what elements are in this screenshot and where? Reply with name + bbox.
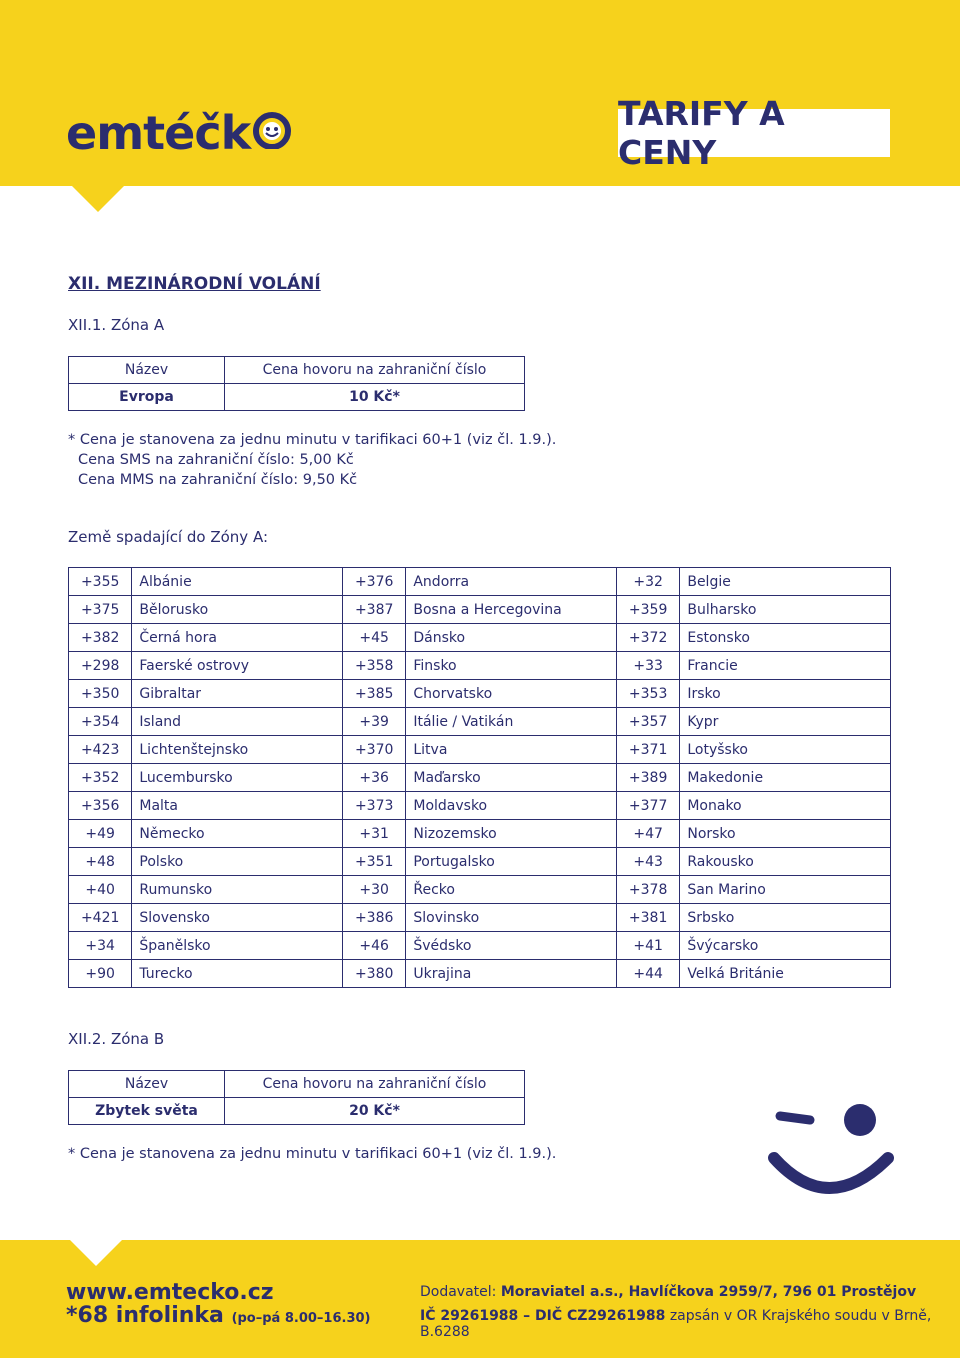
country-code: +373 [342,792,405,820]
country-code: +47 [616,820,679,848]
country-row [69,876,891,904]
country-name: Albánie [132,568,343,596]
country-name: Norsko [680,820,891,848]
title-box [618,94,890,172]
country-row [69,764,891,792]
country-name: Slovensko [132,904,343,932]
country-code: +354 [69,708,132,736]
country-name: Rakousko [680,848,891,876]
country-code: +39 [342,708,405,736]
zone-a-name: Evropa [69,384,225,411]
country-code: +370 [342,736,405,764]
footer-notch [70,1240,122,1266]
country-name: Nizozemsko [406,820,617,848]
logo-text: emtéčk [66,106,251,160]
country-name: Gibraltar [132,680,343,708]
country-code: +298 [69,652,132,680]
country-name: Chorvatsko [406,680,617,708]
country-code: +41 [616,932,679,960]
country-row [69,792,891,820]
note-tarification: * Cena je stanovena za jednu minutu v tarifikaci 60+1 (viz čl. 1.9.). [68,432,557,448]
country-row [69,568,891,596]
website-link[interactable]: www.emtecko.cz [66,1280,274,1305]
country-name: Finsko [406,652,617,680]
country-name: Rumunsko [132,876,343,904]
country-code: +44 [616,960,679,988]
country-name: Řecko [406,876,617,904]
country-name: Švédsko [406,932,617,960]
country-code: +386 [342,904,405,932]
country-name: Srbsko [680,904,891,932]
country-name: Ukrajina [406,960,617,988]
zone-a-price-table [68,356,525,411]
country-code: +371 [616,736,679,764]
country-name: Faerské ostrovy [132,652,343,680]
country-name: Lucembursko [132,764,343,792]
col-price-header: Cena hovoru na zahraniční číslo [225,357,525,384]
country-row [69,624,891,652]
country-code: +375 [69,596,132,624]
zone-a-notes [68,430,556,490]
country-code: +376 [342,568,405,596]
country-name: Polsko [132,848,343,876]
country-code: +49 [69,820,132,848]
country-code: +380 [342,960,405,988]
country-code: +372 [616,624,679,652]
country-name: Slovinsko [406,904,617,932]
country-row [69,848,891,876]
country-code: +43 [616,848,679,876]
zone-b-heading: XII.2. Zóna B [68,1030,165,1048]
country-code: +353 [616,680,679,708]
header-notch [72,186,124,212]
country-name: Lotyšsko [680,736,891,764]
country-name: Belgie [680,568,891,596]
zone-a-heading: XII.1. Zóna A [68,316,165,334]
country-row [69,596,891,624]
country-name: Španělsko [132,932,343,960]
country-code: +382 [69,624,132,652]
supplier-name: Moraviatel a.s., Havlíčkova 2959/7, 796 01 Prostějov [500,1284,917,1300]
country-code: +389 [616,764,679,792]
country-row [69,960,891,988]
country-code: +352 [69,764,132,792]
country-code: +377 [616,792,679,820]
col-name-header: Název [69,1071,225,1098]
countries-table [68,567,891,988]
country-code: +32 [616,568,679,596]
country-name: Monako [680,792,891,820]
country-row [69,708,891,736]
country-name: Itálie / Vatikán [406,708,617,736]
country-name: Francie [680,652,891,680]
country-code: +385 [342,680,405,708]
country-row [69,904,891,932]
country-code: +30 [342,876,405,904]
countries-heading: Země spadající do Zóny A: [68,528,268,546]
country-row [69,736,891,764]
country-code: +350 [69,680,132,708]
country-code: +357 [616,708,679,736]
country-code: +381 [616,904,679,932]
country-name: Lichtenštejnsko [132,736,343,764]
col-name-header: Název [69,357,225,384]
country-code: +34 [69,932,132,960]
infoline [66,1303,370,1328]
country-code: +46 [342,932,405,960]
country-code: +36 [342,764,405,792]
country-code: +378 [616,876,679,904]
zone-b-price-table [68,1070,525,1125]
smiley-face-icon [252,106,292,160]
country-name: Dánsko [406,624,617,652]
country-code: +45 [342,624,405,652]
country-name: Turecko [132,960,343,988]
country-name: Irsko [680,680,891,708]
country-row [69,680,891,708]
country-code: +31 [342,820,405,848]
country-code: +358 [342,652,405,680]
supplier-line [420,1284,916,1300]
country-name: Švýcarsko [680,932,891,960]
country-name: Bosna a Hercegovina [406,596,617,624]
emtecko-logo [66,106,292,160]
country-code: +423 [69,736,132,764]
country-name: Kypr [680,708,891,736]
country-code: +355 [69,568,132,596]
country-name: Andorra [406,568,617,596]
country-code: +421 [69,904,132,932]
country-name: Litva [406,736,617,764]
country-name: Portugalsko [406,848,617,876]
country-row [69,820,891,848]
country-name: Estonsko [680,624,891,652]
country-code: +351 [342,848,405,876]
country-row [69,652,891,680]
zone-b-name: Zbytek světa [69,1098,225,1125]
country-code: +40 [69,876,132,904]
country-code: +359 [616,596,679,624]
registry-line [420,1308,960,1340]
registry-text: zapsán v OR Krajského soudu v Brně, B.6288 [420,1308,932,1340]
zone-b-note: * Cena je stanovena za jednu minutu v tarifikaci 60+1 (viz čl. 1.9.). [68,1146,557,1162]
country-name: Bělorusko [132,596,343,624]
country-name: Maďarsko [406,764,617,792]
country-name: Německo [132,820,343,848]
company-ids: IČ 29261988 – DIČ CZ29261988 [420,1308,666,1324]
zone-b-price: 20 Kč* [225,1098,525,1125]
country-name: Island [132,708,343,736]
country-name: San Marino [680,876,891,904]
infoline-number: *68 infolinka [66,1303,224,1328]
country-row [69,932,891,960]
note-sms: Cena SMS na zahraniční číslo: 5,00 Kč [78,452,354,468]
country-code: +48 [69,848,132,876]
country-name: Makedonie [680,764,891,792]
page-title: TARIFY A CENY [618,94,785,172]
country-code: +90 [69,960,132,988]
note-mms: Cena MMS na zahraniční číslo: 9,50 Kč [78,472,358,488]
zone-a-price: 10 Kč* [225,384,525,411]
country-name: Velká Británie [680,960,891,988]
country-name: Černá hora [132,624,343,652]
infoline-hours: (po–pá 8.00–16.30) [231,1311,371,1326]
supplier-label: Dodavatel: [420,1284,497,1300]
col-price-header: Cena hovoru na zahraniční číslo [225,1071,525,1098]
country-name: Moldavsko [406,792,617,820]
country-code: +387 [342,596,405,624]
country-code: +356 [69,792,132,820]
wink-smiley-icon [766,1100,894,1204]
country-name: Malta [132,792,343,820]
country-name: Bulharsko [680,596,891,624]
section-title: XII. MEZINÁRODNÍ VOLÁNÍ [68,274,321,294]
country-code: +33 [616,652,679,680]
